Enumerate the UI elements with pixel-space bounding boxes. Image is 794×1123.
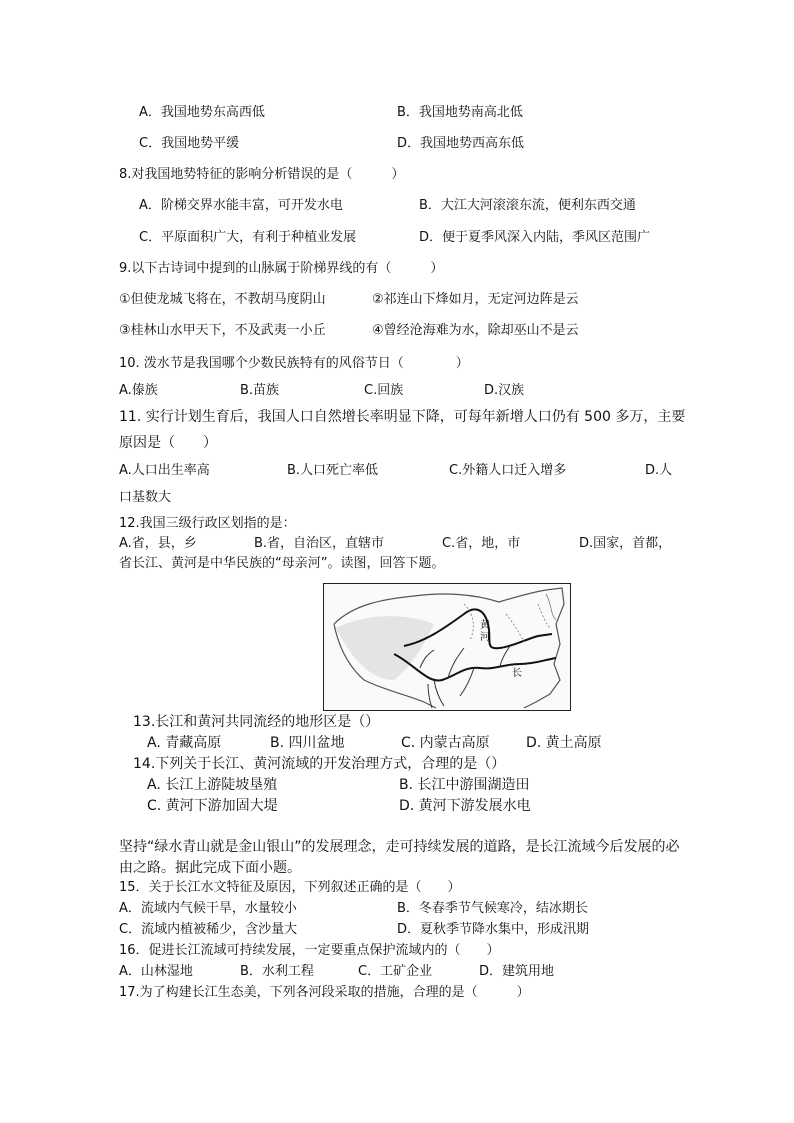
q9-option-2: ②祁连山下烽如月，无定河边阵是云 bbox=[372, 292, 579, 307]
q10-option-c: C.回族 bbox=[364, 383, 404, 398]
q7-option-a: A．我国地势东高西低 bbox=[139, 105, 265, 120]
q10-stem: 10. 泼水节是我国哪个少数民族特有的风俗节日（ ） bbox=[119, 356, 469, 371]
q16-option-a: A．山林湿地 bbox=[119, 964, 193, 979]
q9-option-1: ①但使龙城飞将在，不教胡马度阴山 bbox=[119, 292, 326, 307]
map-label-chang: 长 bbox=[512, 668, 522, 679]
q8-option-b: B．大江大河滚滚东流，便利东西交通 bbox=[419, 198, 636, 213]
q13-option-c: C. 内蒙古高原 bbox=[401, 735, 490, 751]
q11-option-d-part1: D.人 bbox=[645, 463, 673, 478]
q11-stem-line2: 原因是（ ） bbox=[119, 435, 217, 451]
q11-option-d-part2: 口基数大 bbox=[119, 490, 172, 505]
q12-option-b: B.省，自治区，直辖市 bbox=[254, 536, 385, 551]
q12-option-a: A.省，县，乡 bbox=[119, 536, 197, 551]
q12-continuation: 省长江、黄河是中华民族的“母亲河”。读图，回答下题。 bbox=[119, 556, 445, 571]
q16-stem: 16．促进长江流域可持续发展，一定要重点保护流域内的（ ） bbox=[119, 943, 500, 958]
q14-stem: 14.下列关于长江、黄河流域的开发治理方式，合理的是（） bbox=[133, 756, 506, 772]
q8-option-a: A．阶梯交界水能丰富，可开发水电 bbox=[139, 198, 343, 213]
q10-option-a: A.傣族 bbox=[119, 383, 158, 398]
q16-option-c: C．工矿企业 bbox=[358, 964, 433, 979]
q14-option-c: C. 黄河下游加固大堤 bbox=[147, 798, 278, 814]
intro-line-1: 坚持“绿水青山就是金山银山”的发展理念，走可持续发展的道路，是长江流域今后发展的必 bbox=[119, 839, 680, 855]
q12-option-d: D.国家，首都， bbox=[579, 536, 672, 551]
q7-option-b: B．我国地势南高北低 bbox=[397, 105, 523, 120]
river-map bbox=[323, 583, 571, 711]
q11-option-a: A.人口出生率高 bbox=[119, 463, 210, 478]
q11-option-c: C.外籍人口迁入增多 bbox=[449, 463, 567, 478]
map-label-huang: 黄 bbox=[480, 620, 490, 631]
q13-stem: 13.长江和黄河共同流经的地形区是（） bbox=[133, 714, 380, 730]
q7-option-c: C．我国地势平缓 bbox=[139, 136, 240, 151]
q12-option-c: C.省，地，市 bbox=[442, 536, 521, 551]
q10-option-b: B.苗族 bbox=[240, 383, 280, 398]
q11-option-b: B.人口死亡率低 bbox=[287, 463, 379, 478]
q9-option-4: ④曾经沧海难为水，除却巫山不是云 bbox=[372, 323, 579, 338]
q14-option-d: D. 黄河下游发展水电 bbox=[399, 798, 531, 814]
q15-stem: 15．关于长江水文特征及原因，下列叙述正确的是（ ） bbox=[119, 880, 461, 895]
q14-option-a: A. 长江上游陡坡垦殖 bbox=[147, 777, 278, 793]
q16-option-d: D．建筑用地 bbox=[479, 964, 555, 979]
q15-option-d: D．夏秋季节降水集中，形成汛期 bbox=[397, 922, 590, 937]
q12-stem: 12.我国三级行政区划指的是： bbox=[119, 516, 296, 531]
q15-option-c: C．流域内植被稀少，含沙量大 bbox=[119, 922, 298, 937]
q15-option-a: A．流域内气候干旱，水量较小 bbox=[119, 901, 297, 916]
q14-option-b: B. 长江中游围湖造田 bbox=[399, 777, 530, 793]
intro-line-2: 由之路。据此完成下面小题。 bbox=[119, 860, 301, 876]
q16-option-b: B．水利工程 bbox=[240, 964, 314, 979]
q13-option-d: D. 黄土高原 bbox=[526, 735, 602, 751]
q15-option-b: B．冬春季节气候寒冷，结冰期长 bbox=[397, 901, 588, 916]
q10-option-d: D.汉族 bbox=[484, 383, 525, 398]
map-label-he: 河 bbox=[480, 632, 490, 643]
q8-option-c: C．平原面积广大，有利于种植业发展 bbox=[139, 230, 357, 245]
q8-option-d: D．便于夏季风深入内陆，季风区范围广 bbox=[419, 230, 651, 245]
river-map-drawing bbox=[324, 584, 570, 710]
q11-stem-line1: 11. 实行计划生育后，我国人口自然增长率明显下降，可每年新增人口仍有 500 多万，主要 bbox=[119, 409, 686, 425]
q9-stem: 9.以下古诗词中提到的山脉属于阶梯界线的有（ ） bbox=[119, 261, 444, 276]
q9-option-3: ③桂林山水甲天下，不及武夷一小丘 bbox=[119, 323, 326, 338]
q13-option-b: B. 四川盆地 bbox=[270, 735, 345, 751]
q13-option-a: A. 青藏高原 bbox=[147, 735, 222, 751]
q7-option-d: D．我国地势西高东低 bbox=[397, 136, 525, 151]
q17-stem: 17.为了构建长江生态美，下列各河段采取的措施，合理的是（ ） bbox=[119, 985, 530, 1000]
q8-stem: 8.对我国地势特征的影响分析错误的是（ ） bbox=[119, 167, 405, 182]
